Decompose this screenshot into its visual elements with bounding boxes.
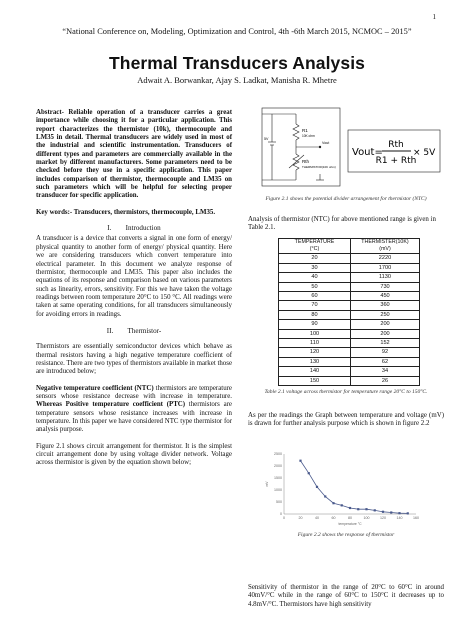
temperature-cell: 50: [279, 282, 351, 291]
table-row: [279, 263, 420, 272]
ntc-ptc-paragraph: [36, 385, 232, 435]
equation-numerator: Rth: [388, 140, 404, 150]
temperature-cell: 20: [279, 254, 351, 263]
x-tick-label: 60: [331, 516, 336, 520]
temperature-cell: 100: [279, 329, 351, 338]
voltage-cell: 92: [351, 348, 420, 357]
ptc-text: thermistors are temperature sensors whose resistance increases with increase in temperature. In this paper we have considered NTC type thermistor for analysis purpose.: [36, 401, 232, 434]
conference-header: “National Conference on, Modeling, Optimization and Control, 4th -6th March 2015, NCMOC – 2015”: [62, 27, 412, 36]
data-point: [349, 507, 351, 509]
y-tick-label: 2000: [274, 464, 282, 469]
table-row: [279, 292, 420, 301]
table-row: [279, 301, 420, 310]
ptc-label: Whereas Positive temperature coefficient (PTC): [36, 401, 186, 409]
r1-value: 10K ohm: [302, 134, 315, 138]
voltage-cell: 26: [351, 376, 420, 385]
voltage-cell: 1700: [351, 263, 420, 272]
section-heading-thermistor: II. Thermistor-: [106, 326, 162, 335]
temperature-cell: 80: [279, 310, 351, 319]
introduction-paragraph: A transducer is a device that converts a signal in one form of energy/ physical quantity to another form of energy/ physical quantity. Here we are considering transducers which convert temperature into electrical parameter. In this document we analyze response of thermistor, thermocouple and LM35. This paper also includes the equations of its response and comparison based on various parameters such as linearity, errors, sensitivity. For this we have taken the voltage readings between room temperature 20°C to 150 °C. All readings were taken at same operating conditions, for all transducers simultaneously for avoiding errors in readings.: [36, 235, 232, 318]
voltage-cell: 1130: [351, 273, 420, 282]
y-tick-label: 1000: [274, 488, 282, 493]
x-tick-label: 160: [413, 516, 419, 520]
voltage-cell: 360: [351, 301, 420, 310]
rth-value: THERMISTOR(10K ohm): [302, 165, 336, 169]
data-point: [382, 511, 384, 513]
data-point: [316, 486, 318, 488]
x-tick-label: 0: [283, 516, 285, 520]
figure-2-1-caption: Figure 2.1 shows the potential divider arrangement for thermistor (NTC): [265, 196, 427, 202]
temperature-cell: 40: [279, 273, 351, 282]
table-row: [279, 367, 420, 376]
table-row: [279, 376, 420, 385]
temperature-cell: 120: [279, 348, 351, 357]
figure-2-2: [262, 448, 422, 528]
x-tick-label: 100: [363, 516, 370, 520]
figure-2-1-reference: Figure 2.1 shows circuit arrangement for thermistor. It is the simplest circuit arrangement done by using voltage divider network. Voltage across thermistor is given by the equation shown below;: [36, 442, 232, 467]
y-axis-label: mV: [265, 481, 269, 487]
table-header-row: [279, 239, 420, 254]
temperature-cell: 60: [279, 292, 351, 301]
voltage-cell: 2220: [351, 254, 420, 263]
x-tick-label: 140: [396, 516, 403, 520]
y-tick-label: 0: [280, 512, 282, 517]
ntc-label: Negative temperature coefficient (NTC): [36, 384, 154, 392]
section-heading-introduction: I. Introduction: [107, 224, 161, 233]
table-2-1-caption: Table 2.1 voltage across thermistor for temperature range 20°C to 150°C.: [264, 389, 428, 395]
table-row: [279, 320, 420, 329]
table-row: [279, 357, 420, 366]
table-row: [279, 254, 420, 263]
r1-label: R1: [302, 128, 308, 133]
sensitivity-paragraph: Sensitivity of thermistor in the range of 20°C to 60°C in around 40mV/°C while in the range of 60°C to 150°C it decreases up to 4.8mV/°C. Thermistors have high sensitivity: [248, 584, 444, 608]
data-point: [374, 509, 376, 511]
voltage-cell: 200: [351, 320, 420, 329]
data-point: [357, 508, 359, 510]
table-row: [279, 329, 420, 338]
data-point: [390, 511, 392, 513]
table-row: [279, 339, 420, 348]
data-point: [407, 512, 409, 514]
data-point: [324, 495, 326, 497]
rth-label: Rth: [302, 159, 310, 164]
data-point: [299, 460, 301, 462]
temperature-cell: 70: [279, 301, 351, 310]
y-tick-label: 500: [276, 500, 282, 505]
keywords: Key words:- Transducers, thermistors, thermocouple, LM35.: [36, 208, 216, 216]
data-point: [341, 504, 343, 506]
page-number: 1: [432, 13, 436, 21]
x-tick-label: 80: [348, 516, 352, 520]
figure-2-2-caption: Figure 2.2 shows the response of thermistor: [297, 532, 395, 538]
x-tick-label: 40: [315, 516, 319, 520]
table-header-voltage: THERMISTER(10K) (mV): [351, 239, 420, 254]
temperature-cell: 110: [279, 339, 351, 348]
supply-label: 5V: [264, 137, 269, 141]
equation-lhs: Vout=: [352, 147, 383, 158]
voltage-cell: 250: [351, 310, 420, 319]
voltage-cell: 62: [351, 357, 420, 366]
author-list: Adwait A. Borwankar, Ajay S. Ladkat, Manisha R. Mhetre: [137, 75, 337, 85]
equation-multiplier: × 5V: [413, 148, 436, 158]
voltage-cell: 34: [351, 367, 420, 376]
x-axis-label: temperature °C: [338, 522, 362, 526]
x-tick-label: 20: [298, 516, 303, 520]
table-row: [279, 310, 420, 319]
ntc-text: thermistors are temperature sensors whose resistance decrease with increase in temperature.: [36, 384, 232, 400]
x-tick-label: 120: [380, 516, 386, 520]
y-tick-label: 2500: [274, 452, 282, 457]
y-tick-label: 1500: [274, 476, 282, 481]
thermistor-paragraph: Thermistors are essentially semiconductor devices which behave as thermal resistors having a high negative temperature coefficient of resistance. There are two types of thermistors available in market those are introduced below;: [36, 343, 232, 376]
temperature-cell: 140: [279, 367, 351, 376]
figure-2-1: [248, 106, 444, 194]
voltage-cell: 152: [351, 339, 420, 348]
left-column: [36, 109, 232, 468]
voltage-cell: 200: [351, 329, 420, 338]
temperature-cell: 150: [279, 376, 351, 385]
paper-title: Thermal Transducers Analysis: [108, 53, 365, 73]
voltage-cell: 450: [351, 292, 420, 301]
abstract: Abstract- Reliable operation of a transducer carries a great importance while choosing it for a particular application. This report characterizes the thermistor (10k), thermocouple and LM35 in detail. Thermal transducers are widely used in most of the industrial and scientific instrumentation. Transducers of different types and parameters are commercially available in the market by different manufacturers. Some parameters need to be checked before they use in a specific application. This paper includes comparison of thermistor, thermocouple and LM35 on such parameters which will be helpful for selecting proper transducer for specific application.: [36, 109, 232, 200]
data-point: [308, 472, 310, 474]
thermistor-response-chart: [262, 448, 422, 528]
voltage-cell: 730: [351, 282, 420, 291]
data-point: [398, 512, 400, 514]
equation-denominator: R1 + Rth: [375, 156, 417, 166]
table-header-temperature: TEMPERATURE (°C): [279, 239, 351, 254]
data-point: [332, 502, 334, 504]
temperature-cell: 130: [279, 357, 351, 366]
table-row: [279, 273, 420, 282]
temperature-cell: 30: [279, 263, 351, 272]
table-row: [279, 282, 420, 291]
table-intro: Analysis of thermistor (NTC) for above mentioned range is given in Table 2.1.: [248, 216, 436, 232]
graph-intro: As per the readings the Graph between temperature and voltage (mV) is drawn for further analysis purpose which is shown in figure 2.2: [248, 412, 444, 428]
vout-label: Vout: [322, 141, 330, 145]
data-point: [365, 508, 367, 510]
voltage-divider-circuit: [248, 106, 444, 194]
table-row: [279, 348, 420, 357]
thermistor-readings-table: [278, 238, 420, 386]
temperature-cell: 90: [279, 320, 351, 329]
